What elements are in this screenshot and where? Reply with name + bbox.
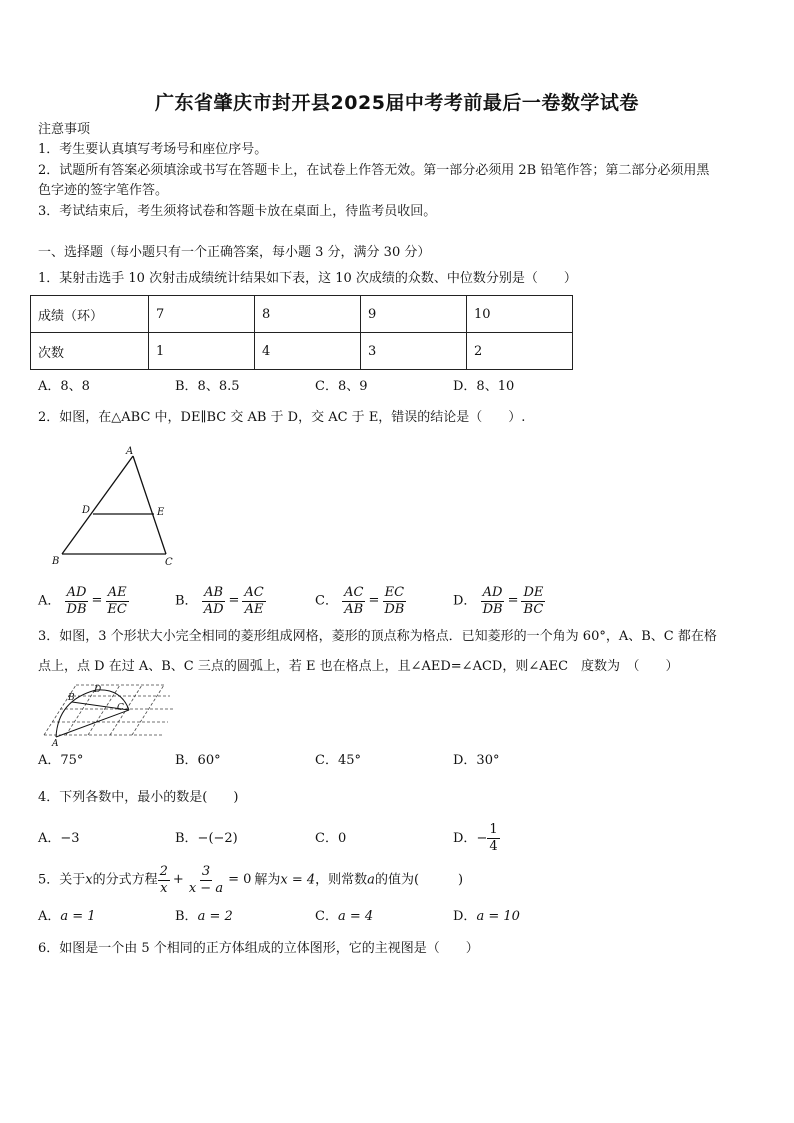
option-a: A．75° <box>38 753 84 768</box>
table-row <box>31 333 573 370</box>
section-heading: 一、选择题（每小题只有一个正确答案，每小题 3 分，满分 30 分） <box>38 245 431 260</box>
label-c: C <box>165 557 173 568</box>
fraction: $\frac{1}{4}$ <box>489 822 498 854</box>
fraction: $\frac{2}{x}$ <box>159 863 168 896</box>
question-5-stem: 5．关于x的分式方程 $\frac{2}{x}$ + $\frac{3}{x - a}$ = 0 解为x = 4，则常数a的值为( ) <box>38 863 464 896</box>
question-3-line1: 3．如图，3 个形状大小完全相同的菱形组成网格，菱形的顶点称为格点．已知菱形的一个角为 60°，A、B、C 都在格 <box>38 629 717 644</box>
fraction: $\frac{3}{x - a}$ <box>188 863 224 896</box>
notice-heading: 注意事项 <box>38 122 91 137</box>
q2-option-a: A． $\frac{AD}{DB}$ = $\frac{AE}{EC}$ <box>38 584 127 617</box>
fraction: $\frac{AC}{AB}$ <box>344 584 364 617</box>
option-a: A．a = 1 <box>38 909 96 924</box>
option-d: D．a = 10 <box>453 909 520 924</box>
notice-item: 2．试题所有答案必须填涂或书写在答题卡上，在试卷上作答无效。第一部分必须用 2B 铅笔作答；第二部分必须用黑 <box>38 163 710 178</box>
q2-option-c: C． $\frac{AC}{AB}$ = $\frac{EC}{DB}$ <box>315 584 405 617</box>
fraction: $\frac{DE}{BC}$ <box>523 584 544 617</box>
table-row <box>31 296 573 333</box>
q2-option-d: D． $\frac{AD}{DB}$ = $\frac{DE}{BC}$ <box>453 584 544 617</box>
exam-title: 广东省肇庆市封开县2025届中考考前最后一卷数学试卷 <box>155 92 639 114</box>
question-6-stem: 6．如图是一个由 5 个相同的正方体组成的立体图形，它的主视图是（ ） <box>38 941 479 956</box>
fraction: $\frac{AD}{DB}$ <box>482 584 503 617</box>
option-c: C．45° <box>315 753 361 768</box>
option-d: D．8、10 <box>453 379 515 394</box>
option-c: C．8、9 <box>315 379 368 394</box>
option-d: D．− $\frac{1}{4}$ <box>453 822 498 854</box>
option-a: A．−3 <box>38 831 80 846</box>
option-d: D．30° <box>453 753 500 768</box>
fraction: $\frac{AE}{EC}$ <box>107 584 127 617</box>
label-e: E <box>157 507 165 518</box>
label-d: D <box>94 685 102 695</box>
table-cell: 10 <box>467 296 573 333</box>
question-1-stem: 1．某射击选手 10 次射击成绩统计结果如下表，这 10 次成绩的众数、中位数分别是（ ） <box>38 271 577 286</box>
question-3-line2: 点上，点 D 在过 A、B、C 三点的圆弧上，若 E 也在格点上，且∠AED=∠ACD，则∠AEC 度数为 （ ） <box>38 659 679 674</box>
fraction: $\frac{EC}{DB}$ <box>384 584 405 617</box>
option-b: B．60° <box>175 753 221 768</box>
option-c: C．a = 4 <box>315 909 374 924</box>
label-c: C <box>117 703 124 713</box>
notice-item: 1．考生要认真填写考场号和座位序号。 <box>38 142 268 157</box>
table-cell: 3 <box>361 333 467 370</box>
table-cell: 8 <box>255 296 361 333</box>
table-cell: 2 <box>467 333 573 370</box>
fraction: $\frac{AB}{AD}$ <box>203 584 224 617</box>
table-cell: 1 <box>149 333 255 370</box>
label-b: B <box>68 693 75 703</box>
option-b: B．a = 2 <box>175 909 233 924</box>
option-b: B．8、8.5 <box>175 379 240 394</box>
triangle-figure <box>48 444 188 574</box>
fraction: $\frac{AD}{DB}$ <box>66 584 87 617</box>
table-cell: 次数 <box>31 333 149 370</box>
table-cell: 成绩（环） <box>31 296 149 333</box>
fraction: $\frac{AC}{AE}$ <box>244 584 264 617</box>
option-b: B．−(−2) <box>175 831 238 846</box>
score-table <box>30 295 573 370</box>
table-cell: 4 <box>255 333 361 370</box>
label-b: B <box>52 556 60 567</box>
notice-item: 3．考试结束后，考生须将试卷和答题卡放在桌面上，待监考员收回。 <box>38 204 437 219</box>
rhombus-grid-figure <box>36 680 176 748</box>
label-a: A <box>52 739 59 748</box>
table-cell: 9 <box>361 296 467 333</box>
label-a: A <box>126 446 134 457</box>
option-a: A．8、8 <box>38 379 90 394</box>
q2-option-b: B． $\frac{AB}{AD}$ = $\frac{AC}{AE}$ <box>175 584 264 617</box>
question-2-stem: 2．如图，在△ABC 中，DE∥BC 交 AB 于 D，交 AC 于 E，错误的结论是（ ）. <box>38 410 526 425</box>
label-d: D <box>82 505 91 516</box>
table-cell: 7 <box>149 296 255 333</box>
question-4-stem: 4．下列各数中，最小的数是( ) <box>38 790 239 805</box>
notice-item: 色字迹的签字笔作答。 <box>38 183 169 198</box>
option-c: C．0 <box>315 831 347 846</box>
